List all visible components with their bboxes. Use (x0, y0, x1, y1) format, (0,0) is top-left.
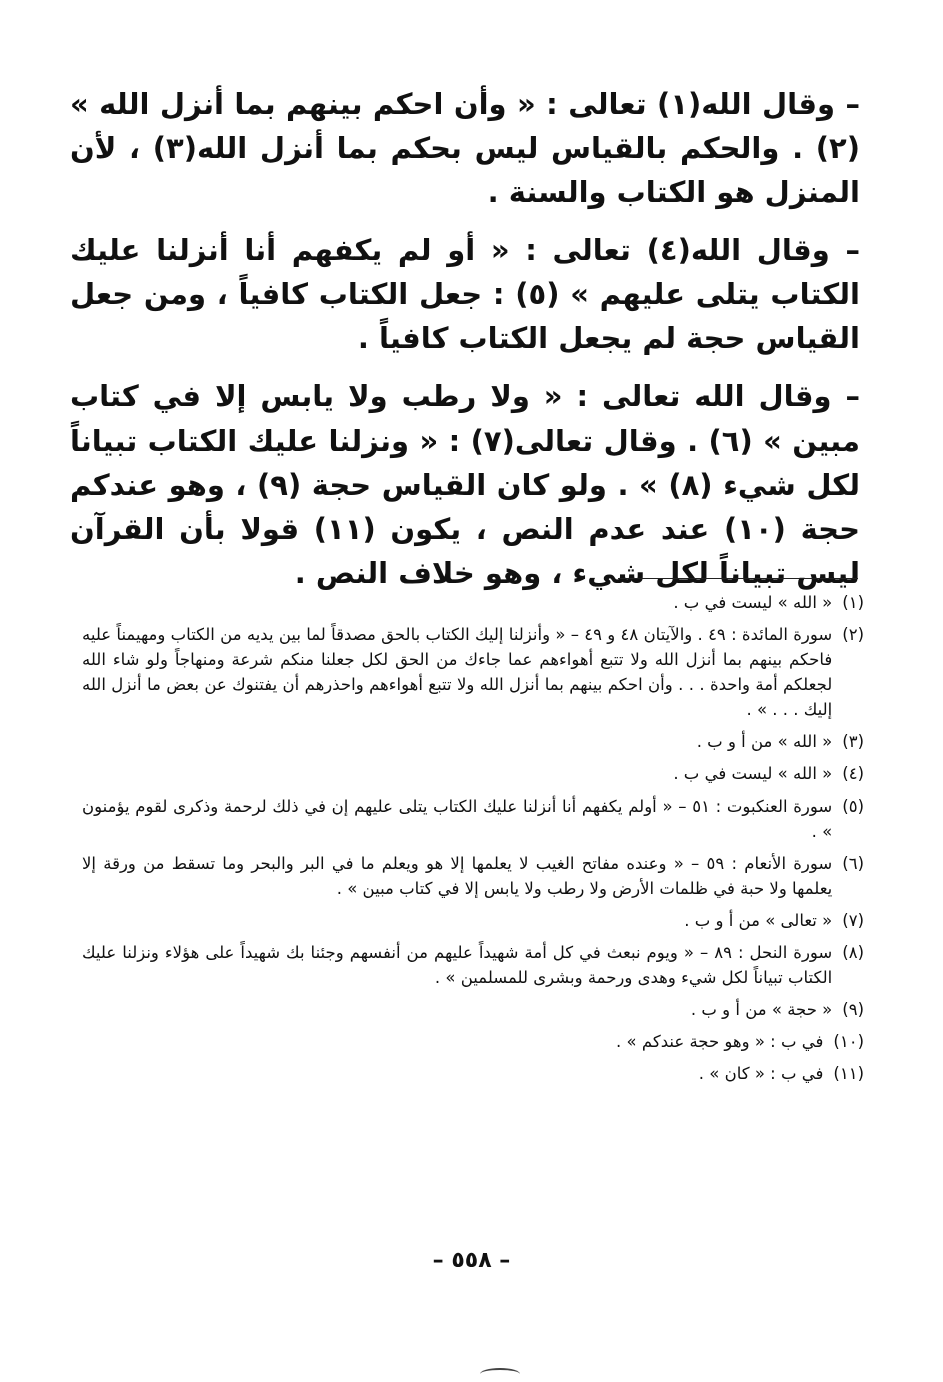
footnote-number: (٩) (842, 1000, 864, 1020)
footnote-item (82, 1029, 864, 1054)
footnote-text: سورة العنكبوت : ٥١ – « أولم يكفهم أنا أنزلنا عليك الكتاب يتلى عليهم إن في ذلك لرحمة وذكرى لقوم يؤمنون » . (82, 796, 833, 841)
scan-edge-mark (480, 1368, 520, 1380)
footnote-item (82, 794, 864, 844)
footnote-number: (١١) (833, 1064, 864, 1084)
footnote-text: « حجة » من أ و ب . (690, 1000, 833, 1020)
footnote-item (82, 997, 864, 1022)
footnote-text: « تعالى » من أ و ب . (684, 910, 833, 930)
paragraph-1: – وقال الله(١) تعالى : « وأن احكم بينهم بما أنزل الله » (٢) . والحكم بالقياس ليس بحكم بما أنزل الله(٣) ، لأن المنزل هو الكتاب والسنة . (70, 87, 860, 210)
footnote-text: سورة المائدة : ٤٩ . والآيتان ٤٨ و ٤٩ – « وأنزلنا إليك الكتاب بالحق مصدقاً لما بين يديه من الكتاب ومهيمناً عليه فاحكم بينهم بما أنزل الله ولا تتبع أهواءهم عما جاءك من الحق لكل جعلنا منكم شرعة ومنهاجاً ولو شاء الله لجعلكم أمة واحدة . . . وأن احكم بينهم بما أنزل الله ولا تتبع أهواءهم واحذرهم أن يفتنوك عن بعض ما أنزل الله إليك . . . » . (82, 625, 833, 720)
footnote-number: (١) (842, 593, 864, 612)
paragraph-2: – وقال الله(٤) تعالى : « أو لم يكفهم أنا أنزلنا عليك الكتاب يتلى عليهم » (٥) : جعل الكتاب كافياً ، ومن جعل القياس حجة لم يجعل الكتاب كافياً . (70, 233, 861, 356)
footnote-item (82, 940, 864, 990)
footnote-item (82, 761, 864, 786)
footnote-number: (٣) (842, 732, 864, 752)
footnote-number: (٨) (842, 942, 864, 962)
footnote-text: « الله » ليست في ب . (673, 593, 833, 612)
footnote-number: (٤) (842, 764, 864, 784)
footnote-number: (٢) (842, 625, 864, 645)
footnote-number: (١٠) (833, 1032, 864, 1052)
footnote-item (82, 851, 864, 901)
footnote-number: (٦) (842, 853, 864, 873)
main-text (70, 82, 860, 609)
footnote-divider (618, 578, 858, 579)
footnote-text: سورة الأنعام : ٥٩ – « وعنده مفاتح الغيب لا يعلمها إلا هو ويعلم ما في البر والبحر وما تسقط من ورقة إلا يعلمها ولا حبة في ظلمات الأرض ولا رطب ولا يابس إلا في كتاب مبين » . (82, 853, 833, 898)
footnote-number: (٥) (842, 796, 864, 816)
footnote-text: في ب : « وهو حجة عندكم » . (616, 1032, 824, 1052)
footnote-item (82, 729, 864, 754)
footnote-item (82, 908, 864, 933)
footnote-text: « الله » ليست في ب . (673, 764, 833, 784)
footnote-text: سورة النحل : ٨٩ – « ويوم نبعث في كل أمة شهيداً عليهم من أنفسهم وجئنا بك شهيداً على هؤلاء ونزلنا عليك الكتاب تبياناً لكل شيء وهدى ورحمة وبشرى للمسلمين » . (82, 942, 833, 988)
footnotes (82, 590, 864, 1093)
page-number: – ٥٥٨ – (432, 1248, 511, 1273)
footnote-item (82, 622, 864, 722)
paragraph-3: – وقال الله تعالى : « ولا رطب ولا يابس إلا في كتاب مبين » (٦) . وقال تعالى(٧) : « ونزلنا عليك الكتاب تبياناً لكل شيء (٨) » . ولو كان القياس حجة (٩) ، وهو عندكم حجة (١٠) عند عدم النص ، يكون (١١) قولا بأن القرآن ليس تبياناً لكل شيء ، وهو خلاف النص . (70, 379, 860, 590)
footnote-item (82, 1061, 864, 1086)
footnote-item (82, 590, 864, 615)
footnote-text: في ب : « كان » . (698, 1064, 824, 1084)
footnote-number: (٧) (842, 910, 864, 930)
footnote-text: « الله » من أ و ب . (696, 732, 833, 752)
